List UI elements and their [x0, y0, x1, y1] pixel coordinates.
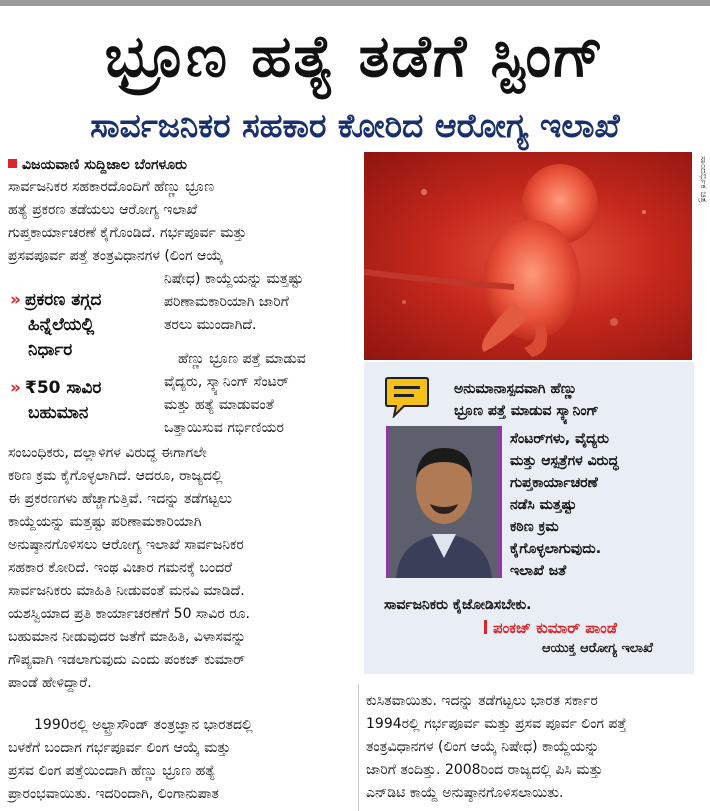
text-line: ಕಾಯ್ದೆಯನ್ನು ಮತ್ತಷ್ಟು ಪರಿಣಾಮಕಾರಿಯಾಗಿ — [8, 514, 202, 530]
text-line: 1994ರಲ್ಲಿ ಗರ್ಭಪೂರ್ವ ಮತ್ತು ಪ್ರಸವ ಪೂರ್ವ ಲಿಂಗ ಪತ್ತೆ — [366, 716, 627, 732]
subheadline: ಸಾರ್ವಜನಿಕರ ಸಹಕಾರ ಕೋರಿದ ಆರೋಗ್ಯ ಇಲಾಖೆ — [90, 106, 620, 145]
double-arrow-icon: » — [10, 290, 21, 310]
highlight-line: ನಿರ್ಧಾರ — [28, 340, 73, 360]
column-divider — [358, 684, 359, 811]
quote-lines-top — [454, 378, 599, 422]
red-bar-icon — [484, 620, 487, 634]
highlight-line: ₹50 ಸಾವಿರ — [24, 378, 102, 398]
body-block-bottom — [8, 442, 354, 695]
text-line: ಈ ಪ್ರಕರಣಗಳು ಹೆಚ್ಚಾಗುತ್ತಿವೆ. ಇದನ್ನು ತಡೆಗಟ್ಟಲು — [8, 491, 233, 507]
quote-author-name: ಪಂಕಜ್ ಕುಮಾರ್ ಪಾಂಡೆ — [493, 619, 617, 637]
text-line: ಒತ್ತಾಯಿಸುವ ಗರ್ಭಿಣಿಯರ — [164, 420, 284, 436]
fetus-photo — [364, 152, 692, 360]
text-line: ಬಳಕೆಗೆ ಬಂದಾಗ ಗರ್ಭಪೂರ್ವ ಲಿಂಗ ಆಯ್ಕೆ ಮತ್ತು — [8, 740, 231, 756]
text-line: ಸಾರ್ವಜನಿಕರು ಮಾಹಿತಿ ನೀಡುವಂತೆ ಮನವಿ ಮಾಡಿದೆ. — [8, 583, 245, 599]
quote-line: ಅನುಮಾನಾಸ್ಪದವಾಗಿ ಹೆಣ್ಣು — [454, 381, 578, 397]
text-line: ವೈದ್ಯರು, ಸ್ಕ್ಯಾನಿಂಗ್ ಸೆಂಟರ್ — [164, 374, 289, 390]
text-line: ಕಠಿಣ ಕ್ರಮ ಕೈಗೊಳ್ಳಲಾಗಿದೆ. ಆದರೂ, ರಾಜ್ಯದಲ್ಲಿ — [8, 468, 223, 484]
text-line: ಕುಸಿತವಾಯಿತು. ಇದನ್ನು ತಡೆಗಟ್ಟಲು ಭಾರತ ಸರ್ಕಾರ — [366, 693, 598, 709]
quote-line: ಸೆಂಟರ್‌ಗಳು, ವೈದ್ಯರು — [510, 431, 609, 447]
text-line: ಅನುಷ್ಠಾನಗೊಳಿಸಲು ಆರೋಗ್ಯ ಇಲಾಖೆ ಸಾರ್ವಜನಿಕರ — [8, 537, 244, 553]
quote-line: ಭ್ರೂಣ ಪತ್ತೆ ಮಾಡುವ ಸ್ಕ್ಯಾನಿಂಗ್ — [454, 403, 599, 419]
quote-line: ಮತ್ತು ಆಸ್ಪತ್ರೆಗಳ ವಿರುದ್ಧ — [510, 453, 619, 469]
text-line: ಮತ್ತು ಹತ್ಯೆ ಮಾಡುವಂತೆ — [164, 397, 274, 413]
portrait-illustration — [386, 426, 502, 578]
quote-line: ಕಠಿಣ ಕ್ರಮ — [510, 519, 559, 535]
text-line: ಎನ್‌ಡಿಟಿ ಕಾಯ್ದೆ ಅನುಷ್ಠಾನಗೊಳಿಸಲಾಯಿತು. — [366, 785, 564, 801]
body-block-top — [8, 176, 354, 268]
body-block-para2 — [8, 714, 354, 806]
quote-line-last: ಸಾರ್ವಜನಿಕರು ಕೈಜೋಡಿಸಬೇಕು. — [384, 597, 532, 613]
text-line: ಪರಿಣಾಮಕಾರಿಯಾಗಿ ಜಾರಿಗೆ — [164, 294, 289, 310]
official-portrait — [386, 426, 502, 578]
text-line: ಸಾರ್ವಜನಿಕರ ಸಹಕಾರದೊಂದಿಗೆ ಹೆಣ್ಣು ಭ್ರೂಣ — [8, 179, 215, 195]
text-line: 1990ರಲ್ಲಿ ಅಲ್ಟ್ರಾಸೌಂಡ್ ತಂತ್ರಜ್ಞಾನ ಭಾರತದಲ್ಲಿ — [34, 717, 253, 733]
fetus-illustration — [364, 152, 692, 360]
text-line: ಸಂಬಂಧಿಕರು, ದಲ್ಲಾಳಿಗಳ ವಿರುದ್ಧ ಈಗಾಗಲೇ — [8, 445, 207, 461]
photo-credit: ಸಾಂದರ್ಭಿಕ ಚಿತ್ರ — [698, 156, 708, 203]
speech-bubble-icon — [384, 376, 430, 418]
highlight-line: ಪ್ರಕರಣ ತಗ್ಗದ — [24, 290, 102, 310]
top-rule — [0, 0, 710, 6]
text-line: ಬಹುಮಾನ ನೀಡುವುದರ ಜತೆಗೆ ಮಾಹಿತಿ, ವಿಳಾಸವನ್ನು — [8, 629, 246, 645]
quote-line: ನಡೆಸಿ ಮತ್ತಷ್ಟು — [510, 497, 577, 513]
text-line: ತಂತ್ರವಿಧಾನಗಳ (ಲಿಂಗ ಆಯ್ಕೆ ನಿಷೇಧ) ಕಾಯ್ದೆಯನ್ನು — [366, 739, 600, 755]
highlight-line: ಹಿನ್ನೆಲೆಯಲ್ಲಿ — [28, 315, 95, 335]
text-line: ನಿಷೇಧ) ಕಾಯ್ದೆಯನ್ನು ಮತ್ತಷ್ಟು — [164, 271, 304, 287]
text-line: ಗೌಪ್ಯವಾಗಿ ಇಡಲಾಗುವುದು ಎಂದು ಪಂಕಜ್ ಕುಮಾರ್ — [8, 652, 246, 668]
text-line: ಯಶಸ್ವಿಯಾದ ಪ್ರತಿ ಕಾರ್ಯಾಚರಣೆಗೆ 50 ಸಾವಿರ ರೂ. — [8, 606, 250, 622]
quote-author-role: ಆಯುಕ್ತ ಆರೋಗ್ಯ ಇಲಾಖೆ — [542, 641, 653, 656]
text-line: ಪಾಂಡೆ ಹೇಳಿದ್ದಾರೆ. — [8, 675, 92, 691]
red-square-icon — [8, 159, 17, 168]
quote-line: ಇಲಾಖೆ ಜತೆ — [510, 563, 567, 579]
body-block-mid2 — [164, 348, 354, 440]
text-line: ಹತ್ಯೆ ಪ್ರಕರಣ ತಡೆಯಲು ಆರೋಗ್ಯ ಇಲಾಖೆ — [8, 202, 198, 218]
quote-author — [484, 619, 617, 637]
text-line: ಪ್ರಾರಂಭವಾಯಿತು. ಇದರಿಂದಾಗಿ, ಲಿಂಗಾನುಪಾತ — [8, 786, 219, 802]
highlight-2 — [10, 376, 150, 426]
byline-text: ವಿಜಯವಾಣಿ ಸುದ್ದಿಜಾಲ ಬೆಂಗಳೂರು — [22, 157, 187, 173]
highlight-1 — [10, 288, 150, 363]
text-line: ಪ್ರಸವಪೂರ್ವ ಪತ್ತೆ ತಂತ್ರವಿಧಾನಗಳ (ಲಿಂಗ ಆಯ್ಕೆ — [8, 248, 224, 264]
double-arrow-icon: » — [10, 378, 21, 398]
text-line: ತರಲು ಮುಂದಾಗಿದೆ. — [164, 317, 257, 333]
text-line: ಸಹಕಾರ ಕೋರಿದೆ. ಇಂಥ ವಿಚಾರ ಗಮನಕ್ಕೆ ಬಂದರೆ — [8, 560, 233, 576]
text-line: ಹೆಣ್ಣು ಭ್ರೂಣ ಪತ್ತೆ ಮಾಡುವ — [178, 351, 306, 367]
byline — [8, 156, 187, 174]
highlight-line: ಬಹುಮಾನ — [28, 403, 89, 423]
quote-lines-side — [510, 428, 619, 582]
text-line: ಗುಪ್ತಕಾರ್ಯಾಚರಣೆ ಕೈಗೊಂಡಿದೆ. ಗರ್ಭಪೂರ್ವ ಮತ್ತು — [8, 225, 247, 241]
body-block-right — [366, 690, 702, 805]
headline: ಭ್ರೂಣ ಹತ್ಯೆ ತಡೆಗೆ ಸ್ಟಿಂಗ್ — [104, 22, 606, 90]
body-block-mid1 — [164, 268, 354, 337]
text-line: ಜಾರಿಗೆ ತಂದಿತ್ತು. 2008ರಿಂದ ರಾಜ್ಯದಲ್ಲಿ ಪಿಸಿ ಮತ್ತು — [366, 762, 603, 778]
quote-line: ಕೈಗೊಳ್ಳಲಾಗುವುದು. — [510, 541, 602, 557]
quote-line: ಗುಪ್ತಕಾರ್ಯಾಚರಣೆ — [510, 475, 598, 491]
text-line: ಪ್ರಸವ ಲಿಂಗ ಪತ್ತೆಯಿಂದಾಗಿ ಹೆಣ್ಣು ಭ್ರೂಣ ಹತ್ಯೆ — [8, 763, 216, 779]
